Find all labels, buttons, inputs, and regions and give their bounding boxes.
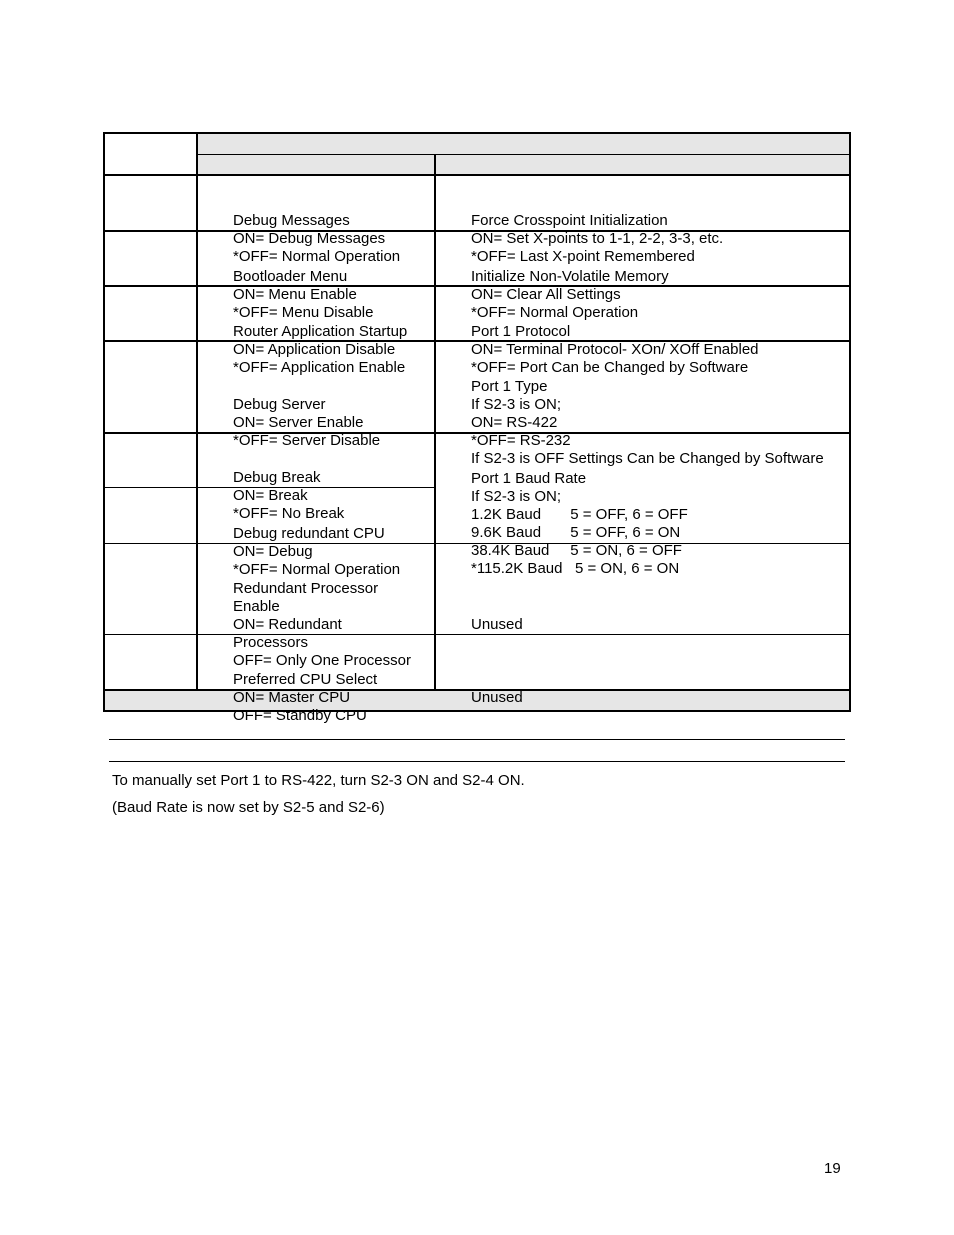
row-2-right: Initialize Non-Volatile Memory ON= Clear All Settings *OFF= Normal Operation (471, 268, 669, 321)
row-5-right: Port 1 Baud Rate If S2-3 is ON; 1.2K Baud 5 = OFF, 6 = OFF 9.6K Baud 5 = OFF, 6 = ON 38.4K Baud 5 = ON, 6 = OFF *115.2K Baud 5 = ON, 6 = ON (471, 470, 688, 577)
note-baud-rate: (Baud Rate is now set by S2-5 and S2-6) (112, 799, 385, 816)
col-divider-1 (196, 134, 198, 690)
row-4-right: Port 1 Type If S2-3 is ON; ON= RS-422 *OFF= RS-232 If S2-3 is OFF Settings Can be Changed by Software (471, 378, 824, 467)
separator-rule-top (109, 739, 845, 740)
row-3-left: Router Application Startup ON= Application Disable *OFF= Application Enable (233, 323, 408, 376)
note-rs422: To manually set Port 1 to RS-422, turn S2-3 ON and S2-4 ON. (112, 772, 525, 789)
dip-switch-table (103, 132, 851, 724)
row-6-right: Unused (471, 616, 523, 633)
row-5-left-bottom: Debug redundant CPU ON= Debug *OFF= Normal Operation (233, 525, 401, 578)
row-6-left: Redundant Processor Enable ON= Redundant Processors OFF= Only One Processor (233, 580, 411, 669)
row-2-left: Bootloader Menu ON= Menu Enable *OFF= Menu Disable (233, 268, 374, 321)
row-7-right: Unused (471, 689, 523, 706)
row-3-right: Port 1 Protocol ON= Terminal Protocol- XOn/ XOff Enabled *OFF= Port Can be Changed by Software (471, 323, 759, 376)
row-5-left-top: Debug Break ON= Break *OFF= No Break (233, 469, 345, 522)
row-1-right: Force Crosspoint Initialization ON= Set X-points to 1-1, 2-2, 3-3, etc. *OFF= Last X-point Remembered (471, 212, 724, 265)
page-number: 19 (824, 1160, 841, 1177)
col-divider-2 (434, 154, 436, 690)
row-7-left: Preferred CPU Select ON= Master CPU OFF= Standby CPU (233, 671, 378, 724)
header-divider (196, 154, 849, 155)
row-4-left: Debug Server ON= Server Enable *OFF= Server Disable (233, 396, 381, 449)
separator-rule-bottom (109, 761, 845, 762)
row-1-left: Debug Messages ON= Debug Messages *OFF= Normal Operation (233, 212, 401, 265)
